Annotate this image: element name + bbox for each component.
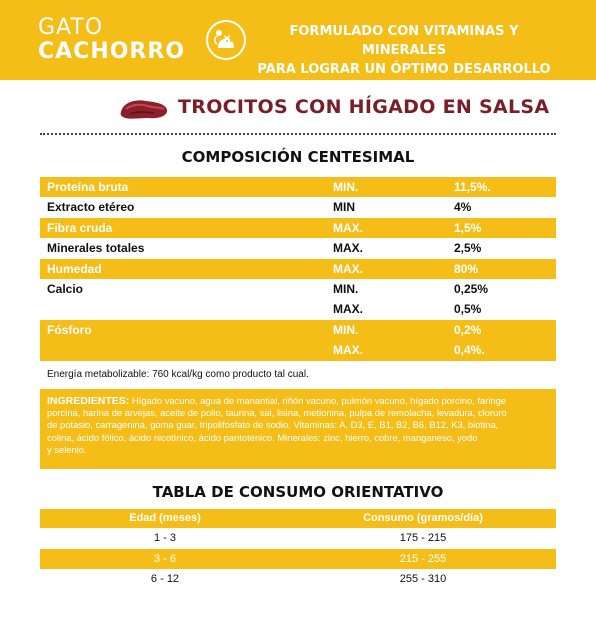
nutrient-name: Minerales totales: [47, 241, 145, 256]
product-heading: [0, 92, 596, 126]
grams-cell: 215 - 255: [399, 552, 447, 565]
nutrient-limit: MIN.: [333, 322, 359, 337]
nutrient-value: 0,5%: [454, 302, 482, 317]
ingredients-line: de potasio, carragenina, goma guar, tripolifosfato de sodio. Vitaminas: A, D3, E, B1, B2, B6, B12, K3, biotina,: [47, 419, 499, 431]
nutrient-name: Proteína bruta: [47, 180, 129, 194]
ingredients-line: colina, ácido fólico, ácido nicotínico, ácido pantoténico. Minerales: zinc, hierro, cobre, manganeso, yodo: [47, 431, 478, 443]
consumption-table: [40, 509, 556, 590]
ingredients-line: porcina, harina de arvejas, aceite de pollo, taurina, sal, lisina, metionina, pulpa de remolacha, levadura, cloruro: [47, 407, 507, 419]
ingredients-label: INGREDIENTES:: [47, 395, 130, 407]
table-row: [40, 218, 556, 238]
nutrient-limit: MIN: [333, 200, 355, 215]
grams-cell: 175 - 215: [399, 532, 447, 544]
title-line-2: CACHORRO: [38, 39, 186, 64]
nutrient-value: 80%: [454, 261, 479, 276]
cat-circle-icon: [206, 20, 246, 60]
table-row: [40, 197, 556, 217]
consumption-title: TABLA DE CONSUMO ORIENTATIVO: [152, 483, 444, 501]
energy-note: Energía metabolizable: 760 kcal/kg como producto tal cual.: [47, 369, 309, 380]
table-row: [40, 177, 556, 197]
header-banner: [0, 0, 596, 80]
age-cell: 6 - 12: [150, 573, 180, 585]
table-row: [40, 340, 556, 360]
nutrient-limit: MAX.: [333, 343, 363, 358]
table-row: [40, 569, 556, 590]
nutrient-name: Calcio: [47, 281, 84, 296]
nutrition-claim: [254, 22, 554, 79]
nutrient-limit: MIN.: [333, 180, 359, 194]
nutrient-value: 0,4%.: [454, 343, 485, 358]
life-stage-title: [38, 16, 185, 64]
table-row: [40, 320, 556, 340]
ingredients-line: [47, 395, 548, 407]
title-line-1: GATO: [38, 15, 104, 40]
liver-icon: [118, 96, 170, 122]
product-title: TROCITOS CON HÍGADO EN SALSA: [178, 96, 550, 118]
table-row: [40, 528, 556, 549]
nutrient-limit: MAX.: [333, 241, 363, 256]
age-cell: 1 - 3: [153, 532, 176, 544]
nutrient-name: Humedad: [47, 261, 102, 276]
composition-table: [40, 177, 556, 361]
claim-line-1: FORMULADO CON VITAMINAS Y MINERALES: [289, 24, 519, 58]
header-grams: Consumo (gramos/día): [363, 512, 483, 524]
table-header: [40, 509, 556, 528]
age-cell: 3 - 6: [153, 552, 176, 565]
nutrient-name: Fósforo: [47, 322, 92, 337]
nutrient-value: 11,5%.: [454, 180, 491, 194]
nutrient-name: Fibra cruda: [47, 220, 113, 235]
ingredients-text: Hígado vacuno, agua de manantial, riñón vacuno, pulmón vacuno, hígado porcino, faringe: [131, 395, 507, 406]
nutrient-limit: MAX.: [333, 220, 363, 235]
ingredients-box: [40, 389, 556, 469]
nutrient-value: 0,25%: [454, 281, 489, 296]
table-row: [40, 299, 556, 319]
dotted-divider: [40, 133, 556, 135]
nutrient-limit: MAX.: [333, 302, 363, 317]
table-row: [40, 259, 556, 279]
ingredients-line: y selenio.: [47, 443, 87, 455]
nutrient-value: 4%: [454, 200, 472, 215]
nutrient-value: 1,5%: [454, 220, 482, 235]
table-row: [40, 549, 556, 570]
table-row: [40, 279, 556, 299]
nutrient-name: Extracto etéreo: [47, 200, 135, 215]
header-age: Edad (meses): [129, 512, 201, 524]
table-row: [40, 238, 556, 258]
nutrient-limit: MIN.: [333, 281, 359, 296]
claim-line-2: PARA LOGRAR UN ÓPTIMO DESARROLLO: [257, 62, 551, 77]
nutrient-value: 0,2%: [454, 322, 482, 337]
composition-title: COMPOSICIÓN CENTESIMAL: [181, 148, 415, 166]
nutrient-limit: MAX.: [333, 261, 363, 276]
grams-cell: 255 - 310: [399, 573, 447, 585]
nutrient-value: 2,5%: [454, 241, 482, 256]
